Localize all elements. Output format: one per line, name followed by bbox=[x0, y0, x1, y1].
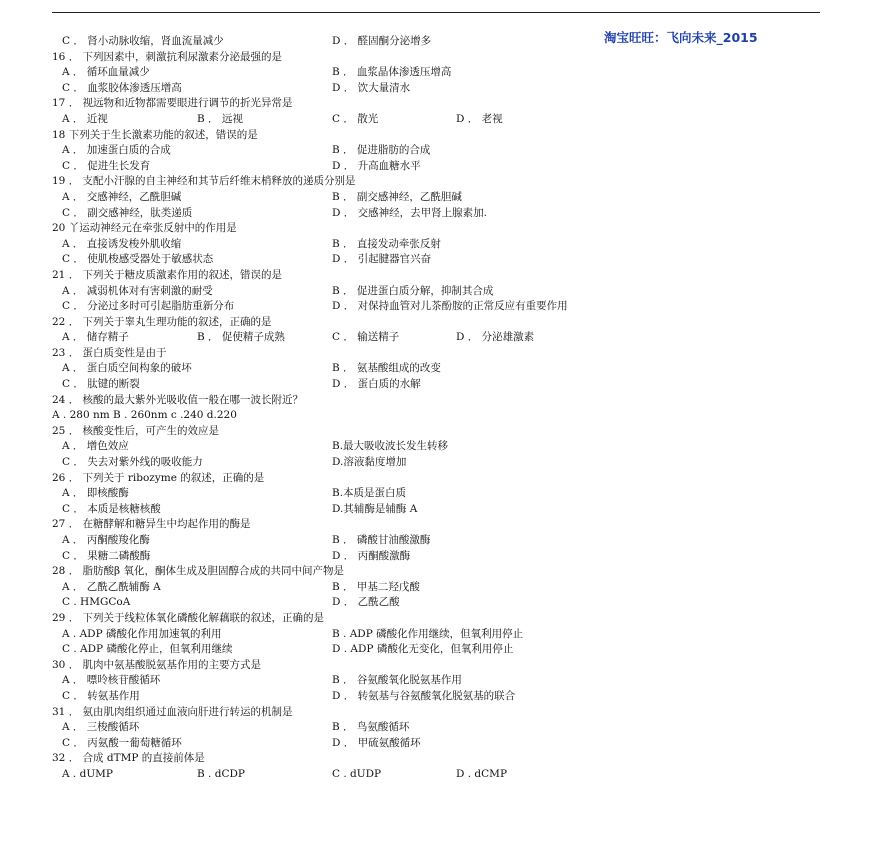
question-line bbox=[52, 705, 812, 721]
option-text: B ． 氨基酸组成的改变 bbox=[332, 362, 441, 375]
option-text: B ． 促进蛋白质分解，抑制其合成 bbox=[332, 284, 494, 297]
question-line bbox=[52, 393, 812, 409]
option-row bbox=[52, 627, 812, 643]
question-text: 31 ． 氨由肌肉组织通过血液向肝进行转运的机制是 bbox=[52, 705, 293, 718]
question-text: 30 ． 肌肉中氨基酸脱氨基作用的主要方式是 bbox=[52, 658, 262, 671]
question-text: 32 ． 合成 dTMP 的直接前体是 bbox=[52, 752, 205, 765]
option-row bbox=[52, 767, 812, 783]
question-text: 28 ． 脂肪酸β 氧化，酮体生成及胆固醇合成的共同中间产物是 bbox=[52, 565, 344, 578]
question-line bbox=[52, 346, 812, 362]
option-text: D ． 老视 bbox=[456, 112, 503, 125]
question-text: 20 丫运动神经元在牵张反射中的作用是 bbox=[52, 222, 237, 235]
option-text: C ． 失去对紫外线的吸收能力 bbox=[62, 456, 203, 469]
option-text: B ． 促使精子成熟 bbox=[197, 331, 285, 344]
option-text: D.其辅酶是辅酶 A bbox=[332, 502, 418, 515]
option-row bbox=[52, 377, 812, 393]
option-row bbox=[52, 190, 812, 206]
question-text: 18 下列关于生长激素功能的叙述，错误的是 bbox=[52, 128, 258, 141]
option-text: A ． 减弱机体对有害刺激的耐受 bbox=[62, 284, 213, 297]
option-text: D ． 蛋白质的水解 bbox=[332, 378, 421, 391]
option-text: A ． 即核酸酶 bbox=[62, 487, 129, 500]
question-text: 24 ． 核酸的最大紫外光吸收值一般在哪一波长附近？ bbox=[52, 393, 304, 406]
question-line bbox=[52, 221, 812, 237]
question-line bbox=[52, 268, 812, 284]
option-row bbox=[52, 143, 812, 159]
question-line bbox=[52, 96, 812, 112]
question-line bbox=[52, 315, 812, 331]
option-row bbox=[52, 361, 812, 377]
option-text: B ． 磷酸甘油酸激酶 bbox=[332, 534, 431, 546]
option-row bbox=[52, 549, 812, 565]
option-text: D ． 饮大量清水 bbox=[332, 81, 411, 94]
question-line bbox=[52, 424, 812, 440]
option-text: A . dUMP bbox=[62, 767, 113, 780]
option-text: D ． 分泌雄激素 bbox=[456, 331, 535, 344]
option-text: A . ADP 磷酸化作用加速氧的利用 bbox=[62, 627, 222, 640]
option-row bbox=[52, 580, 812, 596]
option-row bbox=[52, 252, 812, 268]
option-text: B ． 血浆晶体渗透压增高 bbox=[332, 66, 452, 79]
exam-questions bbox=[52, 34, 812, 783]
question-line bbox=[52, 611, 812, 627]
option-text: B . dCDP bbox=[197, 767, 245, 780]
option-row bbox=[52, 237, 812, 253]
option-text: D ． 交感神经，去甲肾上腺素加. bbox=[332, 206, 487, 219]
question-text: 25 ． 核酸变性后，可产生的效应是 bbox=[52, 424, 220, 437]
option-text: D ． 对保持血管对儿茶酚胺的正常反应有重要作用 bbox=[332, 300, 568, 313]
option-row bbox=[52, 502, 812, 518]
question-text: 21 ． 下列关于糖皮质激素作用的叙述，错误的是 bbox=[52, 268, 283, 281]
option-text: B ． 直接发动牵张反射 bbox=[332, 237, 441, 250]
option-text: A ． 乙酰乙酰辅酶 A bbox=[62, 580, 161, 593]
question-line bbox=[52, 471, 812, 487]
question-line bbox=[52, 517, 812, 533]
option-text: B.本质是蛋白质 bbox=[332, 487, 407, 500]
option-text: A ． 储存精子 bbox=[62, 331, 129, 344]
option-text: A ． 嘌呤核苷酸循环 bbox=[62, 674, 161, 687]
option-text: D ． 乙酰乙酸 bbox=[332, 596, 400, 609]
question-text: 17 ． 视远物和近物都需要眼进行调节的折光异常是 bbox=[52, 97, 293, 110]
top-rule bbox=[52, 12, 820, 13]
option-row bbox=[52, 736, 812, 752]
option-text: D ． 醛固酮分泌增多 bbox=[332, 35, 432, 47]
option-text: C ． 促进生长发育 bbox=[62, 159, 151, 172]
option-text: B ． 甲基二羟戊酸 bbox=[332, 580, 420, 593]
option-text: C . HMGCoA bbox=[62, 596, 131, 609]
option-text: B ． 促进脂肪的合成 bbox=[332, 144, 431, 157]
option-row bbox=[52, 65, 812, 81]
question-text: 19 ． 支配小汗腺的自主神经和其节后纤维末梢释放的递质分别是 bbox=[52, 175, 356, 188]
shop-watermark: 淘宝旺旺：飞向未来_2015 bbox=[604, 30, 758, 45]
option-text: B ． 谷氨酸氧化脱氨基作用 bbox=[332, 674, 462, 687]
option-text: A ． 直接诱发梭外肌收缩 bbox=[62, 237, 182, 250]
question-line bbox=[52, 408, 812, 424]
option-row bbox=[52, 720, 812, 736]
option-text: D ． 丙酮酸激酶 bbox=[332, 549, 411, 562]
option-row bbox=[52, 673, 812, 689]
option-text: C . ADP 磷酸化停止，但氧利用继续 bbox=[62, 643, 233, 656]
question-line bbox=[52, 564, 812, 580]
option-text: C ． 肽键的断裂 bbox=[62, 378, 140, 391]
option-row bbox=[52, 439, 812, 455]
question-line bbox=[52, 658, 812, 674]
option-row bbox=[52, 112, 812, 128]
option-text: D . ADP 磷酸化无变化，但氧利用停止 bbox=[332, 643, 514, 656]
question-text: 29 ． 下列关于线粒体氧化磷酸化解藕联的叙述，正确的是 bbox=[52, 611, 325, 624]
option-text: D . dCMP bbox=[456, 767, 508, 780]
question-text: 22 ． 下列关于睾丸生理功能的叙述，正确的是 bbox=[52, 315, 272, 328]
option-text: A ． 蛋白质空间构象的破坏 bbox=[62, 362, 192, 375]
option-text: C ． 本质是核糖核酸 bbox=[62, 502, 161, 515]
option-text: B ． 远视 bbox=[197, 112, 243, 125]
option-row bbox=[52, 81, 812, 97]
option-row bbox=[52, 689, 812, 705]
question-text: 23 ． 蛋白质变性是由于 bbox=[52, 346, 167, 359]
option-text: A ． 加速蛋白质的合成 bbox=[62, 144, 171, 157]
option-text: D ． 甲硫氨酸循环 bbox=[332, 736, 421, 749]
option-row bbox=[52, 533, 812, 549]
option-text: C ． 散光 bbox=[332, 112, 379, 125]
option-text: A ． 近视 bbox=[62, 112, 108, 125]
option-row bbox=[52, 159, 812, 175]
option-row bbox=[52, 34, 812, 50]
option-row bbox=[52, 455, 812, 471]
question-text: A . 280 nm B . 260nm c .240 d.220 bbox=[52, 409, 237, 422]
option-text: D ． 转氨基与谷氨酸氧化脱氨基的联合 bbox=[332, 689, 516, 702]
question-text: 27 ． 在糖酵解和糖异生中均起作用的酶是 bbox=[52, 518, 251, 531]
option-text: C ． 肾小动脉收缩，肾血流量减少 bbox=[62, 35, 224, 47]
option-text: C ． 血浆胶体渗透压增高 bbox=[62, 81, 182, 94]
option-row bbox=[52, 642, 812, 658]
question-text: 16 ． 下列因素中，刺激抗利尿激素分泌最强的是 bbox=[52, 50, 283, 63]
option-text: C ． 丙氨酸一葡萄糖循环 bbox=[62, 736, 182, 749]
option-row bbox=[52, 299, 812, 315]
option-row bbox=[52, 206, 812, 222]
option-text: D ． 升高血糖水平 bbox=[332, 159, 421, 172]
option-text: C ． 输送精子 bbox=[332, 331, 400, 344]
question-line bbox=[52, 751, 812, 767]
option-row bbox=[52, 595, 812, 611]
option-text: A ． 循环血量减少 bbox=[62, 66, 150, 79]
option-text: A ． 三梭酸循环 bbox=[62, 721, 140, 734]
option-text: C ． 使肌梭感受器处于敏感状态 bbox=[62, 253, 214, 266]
option-text: B . ADP 磷酸化作用继续，但氧利用停止 bbox=[332, 627, 524, 640]
option-text: C ． 转氨基作用 bbox=[62, 689, 140, 702]
option-text: B ． 副交感神经，乙酰胆碱 bbox=[332, 190, 462, 203]
option-text: D.溶液黏度增加 bbox=[332, 456, 407, 469]
option-text: A ． 增色效应 bbox=[62, 440, 129, 453]
option-text: B.最大吸收波长发生转移 bbox=[332, 440, 449, 453]
question-line bbox=[52, 50, 812, 66]
option-text: C ． 分泌过多时可引起脂肪重新分布 bbox=[62, 300, 235, 313]
option-text: C . dUDP bbox=[332, 767, 382, 780]
question-line bbox=[52, 128, 812, 144]
option-text: D ． 引起腱器官兴奋 bbox=[332, 253, 432, 266]
option-row bbox=[52, 486, 812, 502]
option-row bbox=[52, 284, 812, 300]
option-text: A ． 丙酮酸羧化酶 bbox=[62, 534, 150, 546]
option-row bbox=[52, 330, 812, 346]
question-text: 26 ． 下列关于 ribozyme 的叙述，正确的是 bbox=[52, 471, 265, 484]
question-line bbox=[52, 174, 812, 190]
option-text: C ． 副交感神经，肽类递质 bbox=[62, 206, 193, 219]
option-text: A ． 交感神经，乙酰胆碱 bbox=[62, 190, 182, 203]
option-text: C ． 果糖二磷酸酶 bbox=[62, 549, 151, 562]
option-text: B ． 鸟氨酸循环 bbox=[332, 721, 410, 734]
